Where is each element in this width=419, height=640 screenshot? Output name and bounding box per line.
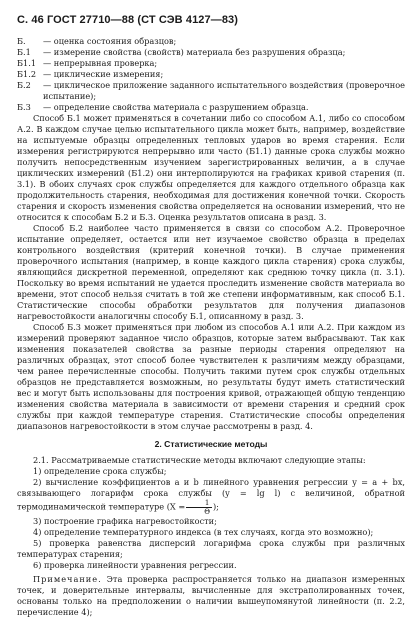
definition-item — [17, 69, 405, 80]
step-item: 6) проверка линейности уравнения регрессии. — [33, 560, 237, 570]
definition-text: — циклическое приложение заданного испытательного воздействия (проверочное испытание); — [43, 80, 405, 101]
paragraph-method-b3: Способ Б.3 может применяться при любом из способов А.1 или А.2. При каждом из измерений проверяют заданное число образцов, которые затем выбрасывают. Так как изменения показателей свойства за разные периоды старения определяют на различных образцах, этот способ более чувствителен к различиям между образцами, чем ранее перечисленные способы. Получить такими путем срок службы отдельных образцов не представляется возможным, но результаты будут иметь статистический вес и могут быть использованы для построения кривой, отражающей общую тенденцию изменения свойства материала в зависимости от времени старения и средний срок службы при каждой температуре старения. Статистические способы определения диапазонов нагревостойкости в этом случае рассмотрены в разд. 4. — [17, 322, 405, 431]
definition-item — [17, 102, 405, 113]
section-title: 2. Статистические методы — [154, 439, 268, 449]
definition-code: Б.3 — [17, 102, 31, 112]
definition-text: — циклические измерения; — [43, 69, 164, 79]
step-item: 5) проверка равенства дисперсий логарифма срока службы при различных температурах старения; — [17, 538, 405, 559]
page-header: С. 46 ГОСТ 27710—88 (СТ СЭВ 4127—83) — [17, 14, 239, 26]
note-text: Эта проверка распространяется только на диапазон измеренных точек, и доверительные интервалы, вычисленные для экстраполированных точек, основаны только на предположении о наличии вышеупомянутой линейности (п. 2.2, перечисление 4); — [17, 574, 405, 617]
step-item: 3) построение графика нагревостойкости; — [33, 516, 217, 526]
definition-item — [17, 47, 405, 58]
definition-code: Б.1 — [17, 47, 31, 57]
note — [17, 574, 405, 618]
definition-text: — оценка состояния образцов; — [43, 36, 177, 46]
definition-item — [17, 36, 405, 47]
paragraph-method-b2: Способ Б.2 наиболее часто применяется в связи со способом А.2. Проверочное испытание определяет, остается или нет изучаемое свойство образца в пределах контрольного воздействия (критерий конечной точки). В случае применения проверочного испытания (например, в конце каждого цикла старения) срока службы, являющийся дискретной переменной, определяют как среднюю точку цикла (п. 3.1). Поскольку во время испытаний не удается проследить изменение свойств материала во времени, этот способ нельзя считать в той же степени информативным, как способ Б.1. Статистические способы обработки результатов для получения диапазонов нагревостойкости аналогичны способу Б.1, описанному в разд. 3. — [17, 223, 405, 321]
note-label: Примечание. — [33, 574, 102, 584]
step-text: 2) вычисление коэффициентов a и b линейного уравнения регрессии y = a + bx, связывающего логарифм срока службы (y = lg l) с величиной, обратной термодинамической температуре (X = — [17, 477, 405, 512]
definition-code: Б1.1 — [17, 58, 37, 68]
fraction — [186, 499, 212, 516]
step-item: 1) определение срока службы; — [33, 466, 167, 476]
definition-text: — непрерывная проверка; — [43, 58, 158, 68]
definition-code: Б.2 — [17, 80, 31, 90]
fraction-denominator: Θ — [204, 508, 210, 516]
fraction-numerator: 1 — [186, 499, 212, 508]
step-text-end: ); — [212, 501, 219, 512]
definitions-list — [17, 36, 405, 113]
definition-item — [17, 58, 405, 69]
definition-text: — определение свойства материала с разрушением образца. — [43, 102, 309, 112]
section-intro: 2.1. Рассматриваемые статистические методы включают следующие этапы: — [33, 455, 366, 465]
definition-text: — измерение свойства (свойств) материала без разрушения образца; — [43, 47, 346, 57]
step-item-regression — [17, 477, 405, 516]
paragraph-method-b1: Способ Б.1 может применяться в сочетании либо со способом А.1, либо со способом А.2. В каждом случае целью испытательного цикла может быть, например, воздействие на испытуемые образцы определенных тепловых ударов во время старения. Если измерения регистрируются непрерывно или часто (Б1.1) данные срока службы можно получить непосредственным изучением зарегистрированных величин, а в случае циклических измерений (Б1.2) они интерполируются на графиках кривой старения (п. 3.1). В обоих случаях срок службы определяется для каждого отдельного образца как продолжительность старения, необходимая для достижения конечной точки. Скорость старения и скорость изменения свойства определяется на основании измерений, что не относится к способам Б.2 и Б.3. Оценка результатов описана в разд. 3. — [17, 113, 405, 222]
steps-list — [17, 455, 405, 618]
definition-item — [17, 80, 405, 102]
step-item: 4) определение температурного индекса (в тех случаях, когда это возможно); — [33, 527, 374, 537]
definition-code: Б. — [17, 36, 26, 46]
definition-code: Б1.2 — [17, 69, 37, 79]
